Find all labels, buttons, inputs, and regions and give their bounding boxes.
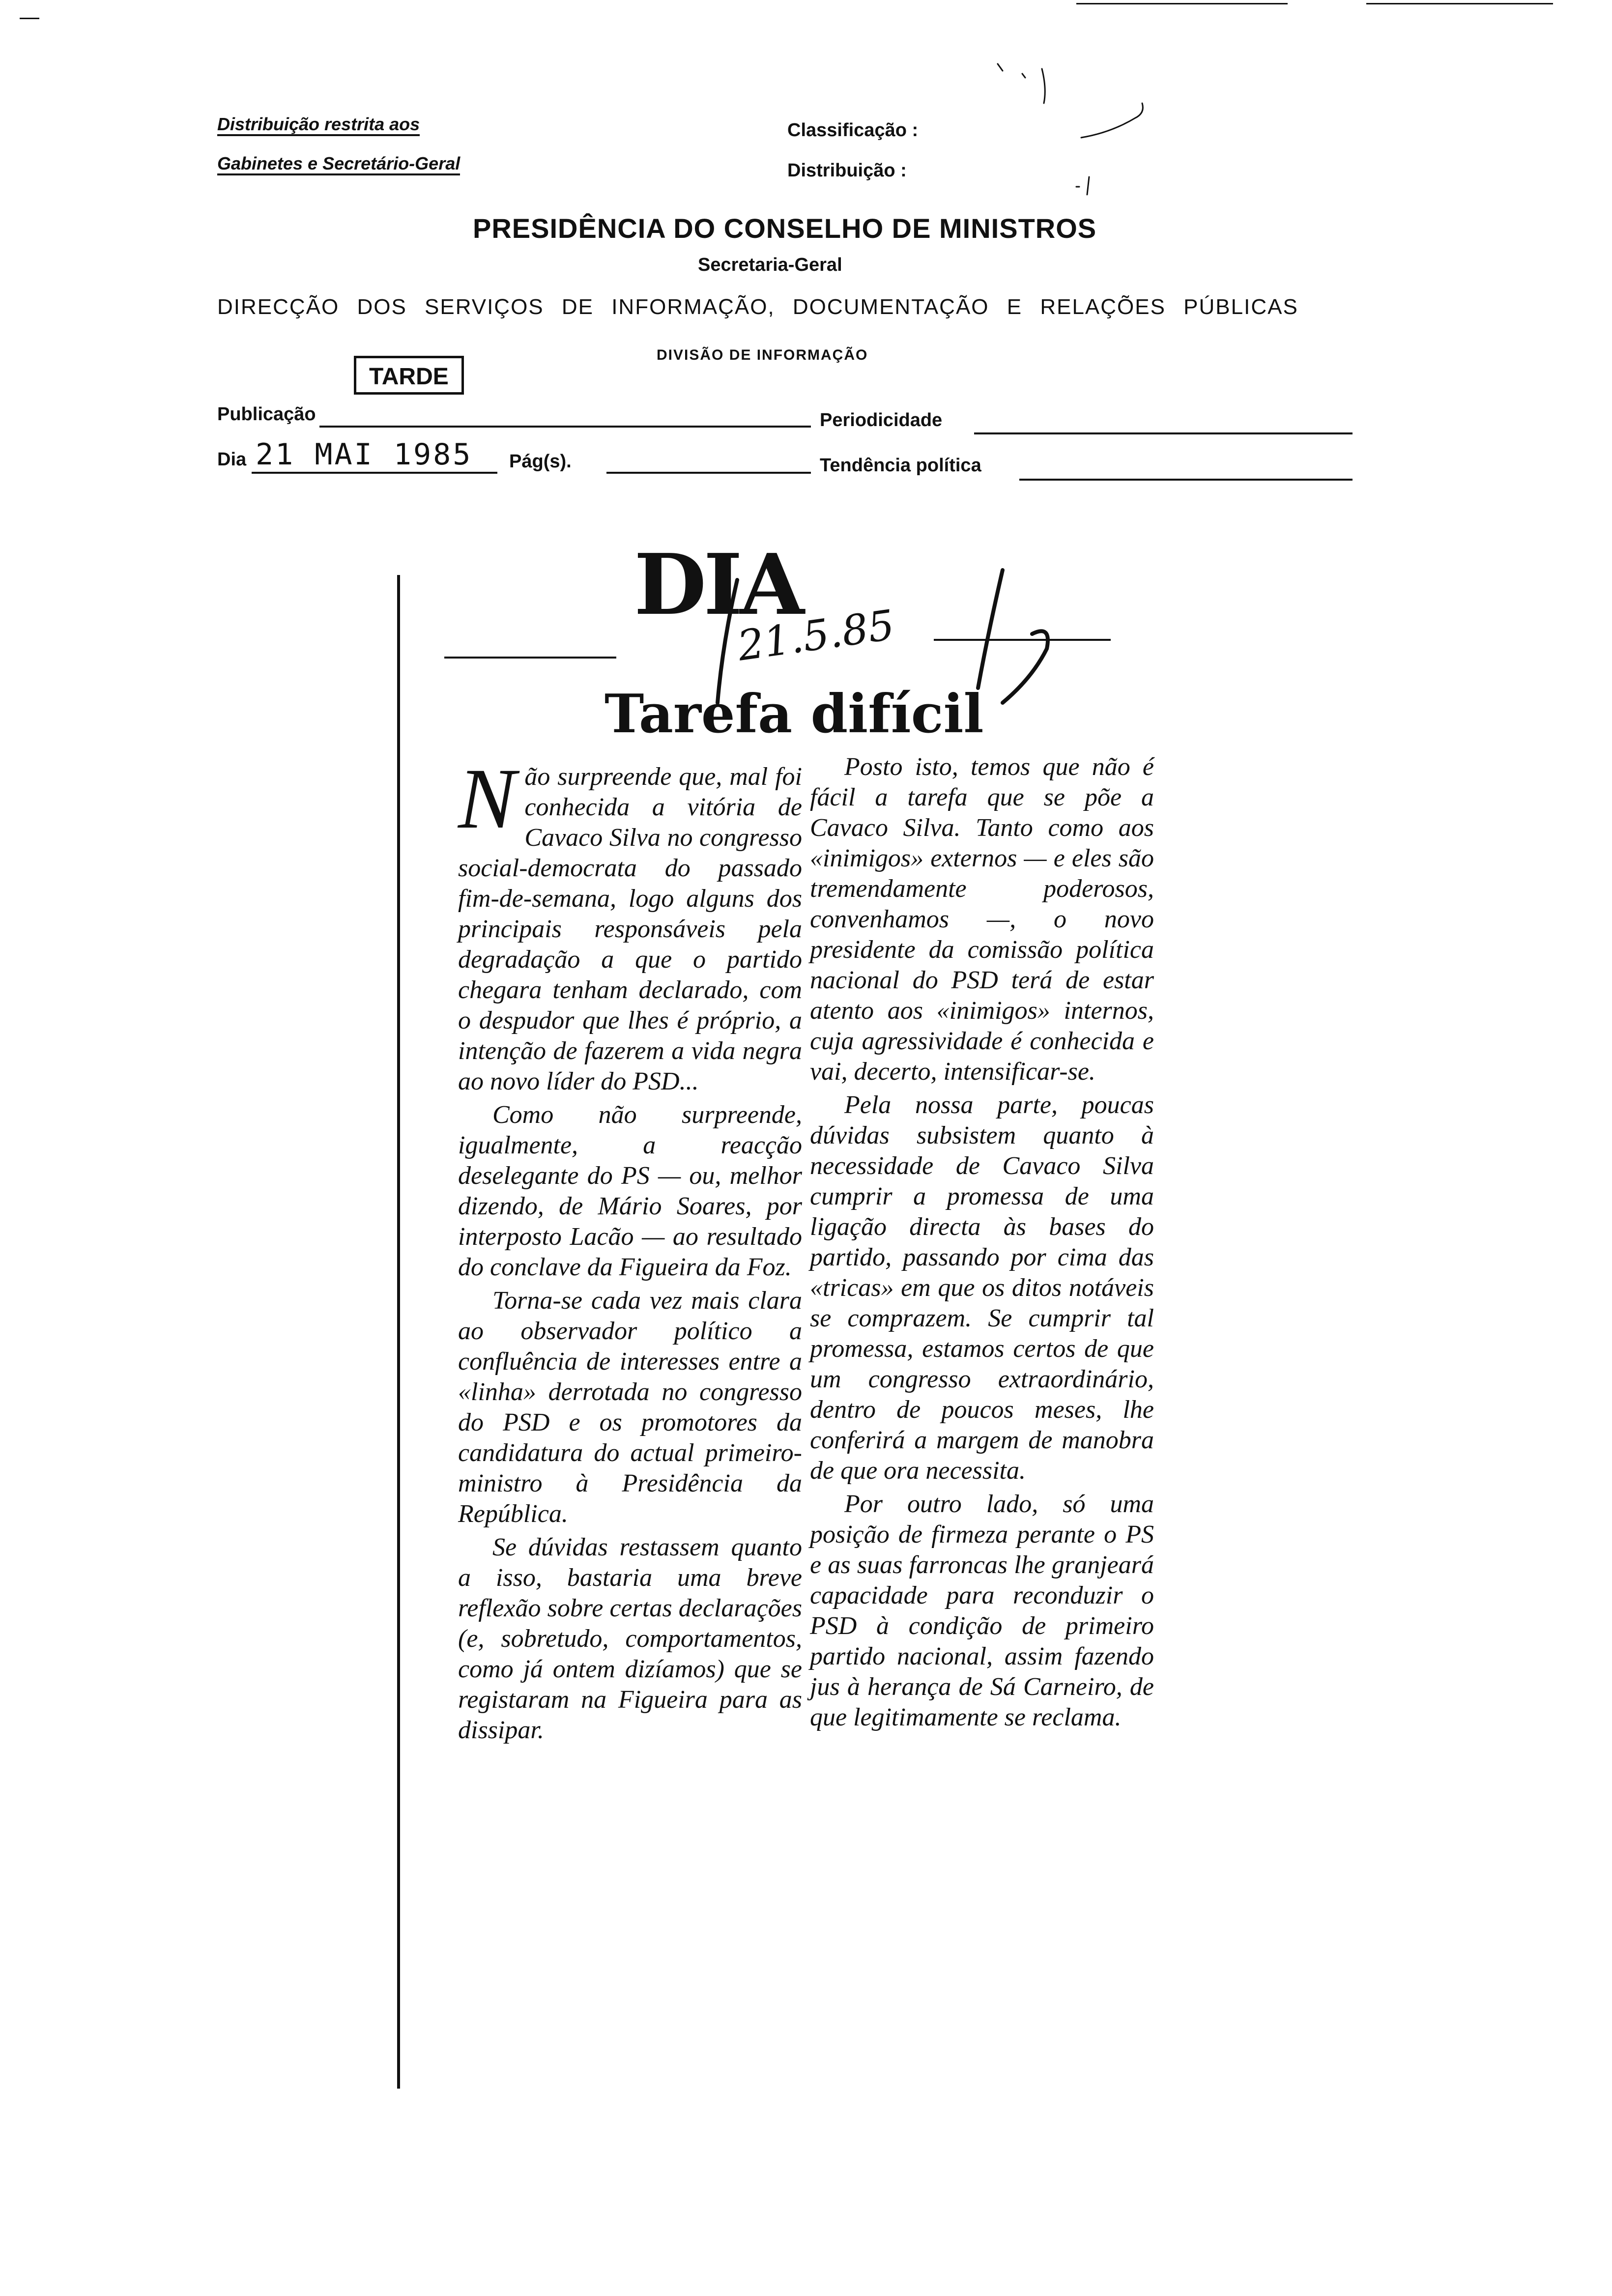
col2-paragraph-3: Por outro lado, só uma posição de firmeza perante o PS e as suas farroncas lhe granjeará capacidade para reconduzir o PSD à condição de primeiro partido nacional, assim fazendo jus à herança de Sá Carneiro, de que legitimamente se reclama. (810, 1490, 1154, 1731)
dia-label: Dia (217, 449, 247, 470)
scan-edge-mark (20, 18, 39, 19)
col2-paragraph-1: Posto isto, temos que não é fácil a tarefa que se põe a Cavaco Silva. Tanto como aos «inimigos» externos — e eles são tremendamente poderosos, convenhamos —, o novo presidente da comissão política nacional do PSD terá de estar atento aos «inimigos» internos, cuja agressividade é conhecida e vai, decerto, intensificar-se. (810, 753, 1154, 1086)
distribuicao-label: Distribuição : (787, 160, 907, 181)
periodicidade-label: Periodicidade (820, 410, 943, 430)
article-column-2 (810, 752, 1154, 1736)
tendencia-line (1019, 479, 1353, 481)
publicacao-line (319, 426, 811, 428)
scan-edge-mark (1076, 3, 1288, 4)
col1-paragraph-2: Como não surpreende, igualmente, a reacção deselegante do PS — ou, melhor dizendo, de Mário Soares, por interposto Lacão — ao resultado do conclave da Figueira da Foz. (458, 1101, 802, 1281)
scan-edge-mark (1366, 3, 1553, 4)
handwritten-date: 21.5.85 (734, 601, 897, 670)
pags-line (606, 472, 811, 474)
article-headline: Tarefa difícil (604, 683, 984, 745)
drop-cap: N (458, 751, 516, 847)
pags-label: Pág(s). (509, 451, 572, 472)
dia-value: 21 MAI 1985 (256, 437, 473, 472)
col1-paragraph-3: Torna-se cada vez mais clara ao observador político a confluência de interesses entre a «linha» derrotada no congresso do PSD e os promotores da candidatura do actual primeiro-ministro à Presidência da República. (458, 1287, 802, 1528)
classificacao-label: Classificação : (787, 120, 919, 141)
dia-line (252, 472, 497, 474)
publicacao-label: Publicação (217, 404, 316, 425)
article-column-1 (458, 751, 802, 1749)
margin-rule (397, 575, 400, 2089)
tendencia-label: Tendência política (820, 455, 981, 476)
col1-paragraph-4: Se dúvidas restassem quanto a isso, bastaria uma breve reflexão sobre certas declarações (e, sobretudo, comportamentos, como já ontem dizíamos) que se registaram na Figueira para as dissipar. (458, 1533, 802, 1744)
col2-paragraph-2: Pela nossa parte, poucas dúvidas subsistem quanto à necessidade de Cavaco Silva cumprir a promessa de uma ligação directa às bases do partido, passando por cima das «tricas» em que os ditos notáveis se comprazem. Se cumprir tal promessa, estamos certos de que um congresso extraordinário, dentro de poucos meses, lhe conferirá a margem de manobra de que ora necessita. (810, 1091, 1154, 1485)
page-subtitle: Secretaria-Geral (698, 255, 842, 275)
page-title: PRESIDÊNCIA DO CONSELHO DE MINISTROS (473, 213, 1097, 244)
restricted-note-line2: Gabinetes e Secretário-Geral (217, 153, 460, 174)
col1-paragraph-1: ão surpreende que, mal foi conhecida a vitória de Cavaco Silva no congresso social-democrata do passado fim-de-semana, logo alguns dos principais responsáveis pela degradação a que o partido chegara tenham declarado, com o despudor que lhes é próprio, a intenção de fazerem a vida negra ao novo líder do PSD... (458, 763, 802, 1095)
handwritten-marks (983, 59, 1180, 197)
masthead-dia: DIA (634, 536, 802, 634)
publication-stamp: TARDE (354, 356, 464, 395)
masthead-rule-left (444, 657, 616, 659)
periodicidade-line (974, 432, 1353, 434)
divisao-heading: DIVISÃO DE INFORMAÇÃO (657, 347, 868, 363)
direccao-heading: DIRECÇÃO DOS SERVIÇOS DE INFORMAÇÃO, DOCUMENTAÇÃO E RELAÇÕES PÚBLICAS (217, 295, 1298, 319)
restricted-note-line1: Distribuição restrita aos (217, 114, 420, 135)
